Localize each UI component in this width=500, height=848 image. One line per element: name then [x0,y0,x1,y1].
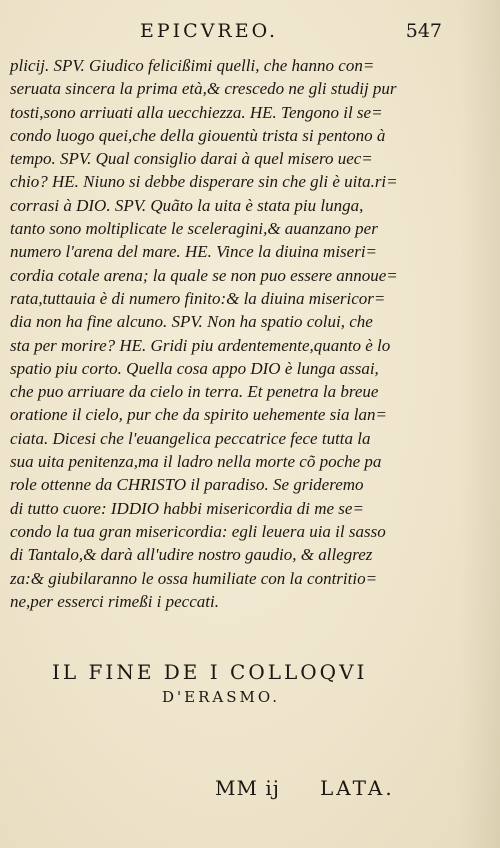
running-head: EPICVREO. [140,20,279,42]
text-line: ne,per esserci rimeßi i peccati. [10,591,219,611]
text-line: dia non ha fine alcuno. SPV. Non ha spatio colui, che [10,312,373,332]
text-line: corrasi à DIO. SPV. Quãto la uita è stata piu lunga, [10,195,364,215]
text-line: tempo. SPV. Qual consiglio darai à quel misero uec= [10,149,373,169]
text-line: chio? HE. Niuno si debbe disperare sin che gli è uita.ri= [10,172,398,192]
text-line: seruata sincera la prima età,& crescedo ne gli studij pur [10,79,397,99]
text-line: rata,tuttauia è di numero finito:& la diuina misericor= [10,288,386,308]
colophon-author: D'ERASMO. [162,688,281,706]
text-line: ciata. Dicesi che l'euangelica peccatrice fece tutta la [10,428,371,448]
signature-mark: MM ij [215,776,280,800]
text-line: tosti,sono arriuati alla uecchiezza. HE. Tengono il se= [10,102,383,122]
text-line: za:& giubilaranno le ossa humiliate con la contritio= [10,568,378,588]
text-line: di tutto cuore: IDDIO habbi misericordia di me se= [10,498,364,518]
page-edge-shadow [460,0,500,848]
body-text [10,54,408,613]
text-line: plicij. SPV. Giudico felicißimi quelli, che hanno con= [10,56,375,75]
page-number: 547 [405,20,442,42]
text-line: sta per morire? HE. Gridi piu ardentemente,quanto è lo [10,335,391,355]
text-line: condo luogo quei,che della giouentù trista si pentono à [10,125,386,145]
text-line: numero l'arena del mare. HE. Vince la diuina miseri= [10,242,378,262]
text-line: cordia cotale arena; la quale se non puo essere annoue= [10,265,398,285]
text-line: spatio piu corto. Quella cosa appo DIO è lunga assai, [10,358,379,378]
text-line: condo la tua gran misericordia: egli leuera uia il sasso [10,521,386,541]
text-line: che puo arriuare da cielo in terra. Et penetra la breue [10,382,379,402]
text-line: oratione il cielo, pur che da spirito uehemente sia lan= [10,405,387,425]
catchword: LATA. [320,776,395,800]
text-line: di Tantalo,& darà all'udire nostro gaudio, & allegrez [10,545,373,565]
page-header [0,20,500,50]
colophon-title: IL FINE DE I COLLOQVI [52,660,368,684]
text-line: sua uita penitenza,ma il ladro nella morte cõ poche pa [10,452,382,472]
text-line: tanto sono moltiplicate le sceleragini,& auanzano per [10,219,378,239]
text-line: role ottenne da CHRISTO il paradiso. Se grideremo [10,475,364,495]
